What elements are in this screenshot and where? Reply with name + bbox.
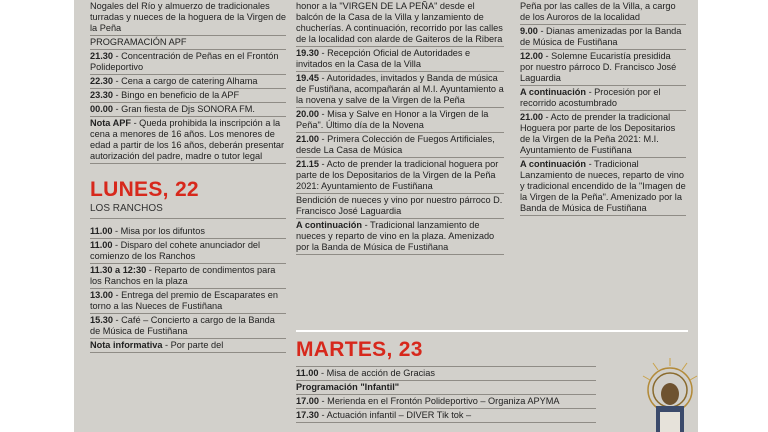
entry-text: - Acto de prender la tradicional Hoguera por parte de los Depositarios de la Virgen de la Peña 2021: M.I. Ayuntamiento de Fustiñana xyxy=(520,112,676,155)
schedule-entry xyxy=(90,225,286,239)
entry-time: 21.30 xyxy=(90,51,113,61)
entry-time: Nota APF xyxy=(90,118,132,128)
schedule-entry xyxy=(296,395,596,409)
entry-text: - Entrega del premio de Escaparates en torno a las Nueces de Fustiñana xyxy=(90,290,278,311)
martes-entries xyxy=(296,367,596,423)
lunes-heading: LUNES, 22 xyxy=(90,178,199,201)
entry-text: PROGRAMACIÓN APF xyxy=(90,37,187,47)
entry-time: 11.00 xyxy=(296,368,319,378)
schedule-entry xyxy=(520,111,686,158)
lunes-subheading: LOS RANCHOS xyxy=(90,202,286,219)
schedule-entry xyxy=(296,367,596,381)
entry-text: - Solemne Eucaristía presidida por nuestro párroco D. Francisco José Laguardia xyxy=(520,51,677,83)
schedule-entry xyxy=(90,0,286,36)
entry-text: - Queda prohibida la inscripción a la cena a menores de 16 años. Los menores de edad a partir de los 16 años, deberán presentar autorización del padre, madre o tutor legal xyxy=(90,118,285,161)
middle-entries xyxy=(296,0,504,255)
schedule-entry xyxy=(520,25,686,50)
schedule-entry xyxy=(520,50,686,86)
entry-time: 12.00 xyxy=(520,51,543,61)
schedule-entry xyxy=(296,47,504,72)
section-divider xyxy=(296,330,688,332)
schedule-entry xyxy=(90,75,286,89)
entry-text: - Procesión por el recorrido acostumbrado xyxy=(520,87,661,108)
entry-time: 11.00 xyxy=(90,240,113,250)
entry-text: - Recepción Oficial de Autoridades e invitados en la Casa de la Villa xyxy=(296,48,471,69)
schedule-entry xyxy=(296,381,596,395)
entry-text: - Gran fiesta de Djs SONORA FM. xyxy=(113,104,255,114)
entry-time: 11.30 a 12:30 xyxy=(90,265,147,275)
entry-text: honor a la "VIRGEN DE LA PEÑA" desde el balcón de la Casa de la Villa y lanzamiento de chucherías. A continuación, recorrido por las calles de la localidad con alarde de Gaiteros de la Ribera xyxy=(296,1,503,44)
schedule-entry xyxy=(296,0,504,47)
schedule-entry xyxy=(90,103,286,117)
schedule-entry xyxy=(90,239,286,264)
entry-time: 21.15 xyxy=(296,159,319,169)
schedule-entry xyxy=(520,0,686,25)
entry-text: - Dianas amenizadas por la Banda de Música de Fustiñana xyxy=(520,26,682,47)
column-middle xyxy=(296,0,504,255)
entry-text: - Primera Colección de Fuegos Artificiales, desde La Casa de Música xyxy=(296,134,495,155)
entry-text: - Concentración de Peñas en el Frontón Polideportivo xyxy=(90,51,279,72)
entry-time: 22.30 xyxy=(90,76,113,86)
entry-text: Nogales del Río y almuerzo de tradicionales turradas y nueces de la hoguera de la Virgen de la Peña xyxy=(90,1,286,33)
entry-time: A continuación xyxy=(296,220,363,230)
entry-time: Nota informativa xyxy=(90,340,163,350)
entry-text: - Merienda en el Frontón Polideportivo – Organiza APYMA xyxy=(319,396,560,406)
schedule-entry xyxy=(90,289,286,314)
entry-time: 21.00 xyxy=(296,134,319,144)
entry-time: 17.30 xyxy=(296,410,319,420)
schedule-entry xyxy=(90,117,286,164)
martes-section xyxy=(296,338,596,423)
schedule-entry xyxy=(296,194,504,219)
entry-text: - Bingo en beneficio de la APF xyxy=(113,90,240,100)
entry-time: 21.00 xyxy=(520,112,543,122)
entry-text: - Cena a cargo de catering Alhama xyxy=(113,76,258,86)
entry-text: - Reparto de condimentos para los Ranchos en la plaza xyxy=(90,265,276,286)
entry-text: - Misa de acción de Gracias xyxy=(318,368,435,378)
entry-time: 23.30 xyxy=(90,90,113,100)
entry-text: - Disparo del cohete anunciador del comienzo de los Ranchos xyxy=(90,240,261,261)
entry-time: 9.00 xyxy=(520,26,538,36)
schedule-entry xyxy=(296,158,504,194)
entry-time: 11.00 xyxy=(90,226,113,236)
entry-text: Programación "Infantil" xyxy=(296,382,400,392)
schedule-entry xyxy=(90,36,286,50)
entry-time: 13.00 xyxy=(90,290,113,300)
entry-text: - Tradicional Lanzamiento de nueces, reparto de vino y tradicional encendido de la "Imagen de la Virgen de la Peña". Amenizado por la Banda de Música de Fustiñana xyxy=(520,159,686,213)
sunday-entries xyxy=(90,0,286,164)
schedule-entry xyxy=(296,72,504,108)
martes-heading: MARTES, 23 xyxy=(296,338,423,361)
schedule-entry xyxy=(296,409,596,423)
entry-time: A continuación xyxy=(520,159,587,169)
entry-text: - Por parte del xyxy=(162,340,224,350)
entry-text: - Misa por los difuntos xyxy=(112,226,205,236)
schedule-entry xyxy=(296,108,504,133)
entry-time: 19.30 xyxy=(296,48,319,58)
program-panel xyxy=(74,0,698,432)
lunes-entries xyxy=(90,225,286,353)
schedule-entry xyxy=(520,158,686,216)
schedule-entry xyxy=(90,50,286,75)
column-left xyxy=(90,0,286,353)
schedule-entry xyxy=(520,86,686,111)
schedule-entry xyxy=(90,314,286,339)
column-right xyxy=(520,0,686,216)
entry-time: 15.30 xyxy=(90,315,113,325)
entry-time: A continuación xyxy=(520,87,587,97)
schedule-entry xyxy=(90,264,286,289)
entry-time: 00.00 xyxy=(90,104,113,114)
schedule-entry xyxy=(296,219,504,255)
entry-text: - Autoridades, invitados y Banda de música de Fustiñana, acompañarán al M.I. Ayuntamiento a la novena y salve de la Virgen de la Peña xyxy=(296,73,504,105)
entry-text: - Tradicional lanzamiento de nueces y reparto de vino en la plaza. Amenizado por la Banda de Música de Fustiñana xyxy=(296,220,495,252)
entry-time: 20.00 xyxy=(296,109,319,119)
schedule-entry xyxy=(90,89,286,103)
entry-text: - Misa y Salve en Honor a la Virgen de la Peña". Último día de la Novena xyxy=(296,109,489,130)
virgin-crown-image xyxy=(638,352,698,432)
entry-text: Peña por las calles de la Villa, a cargo de los Auroros de la localidad xyxy=(520,1,676,22)
entry-time: 19.45 xyxy=(296,73,319,83)
entry-text: - Actuación infantil – DIVER Tik tok – xyxy=(319,410,472,420)
entry-text: - Café – Concierto a cargo de la Banda de Música de Fustiñana xyxy=(90,315,275,336)
schedule-entry xyxy=(296,133,504,158)
entry-time: 17.00 xyxy=(296,396,319,406)
schedule-entry xyxy=(90,339,286,353)
right-entries xyxy=(520,0,686,216)
entry-text: Bendición de nueces y vino por nuestro párroco D. Francisco José Laguardia xyxy=(296,195,503,216)
entry-text: - Acto de prender la tradicional hoguera por parte de los Depositarios de la Virgen de la Peña 2021: Ayuntamiento de Fustiñana xyxy=(296,159,499,191)
